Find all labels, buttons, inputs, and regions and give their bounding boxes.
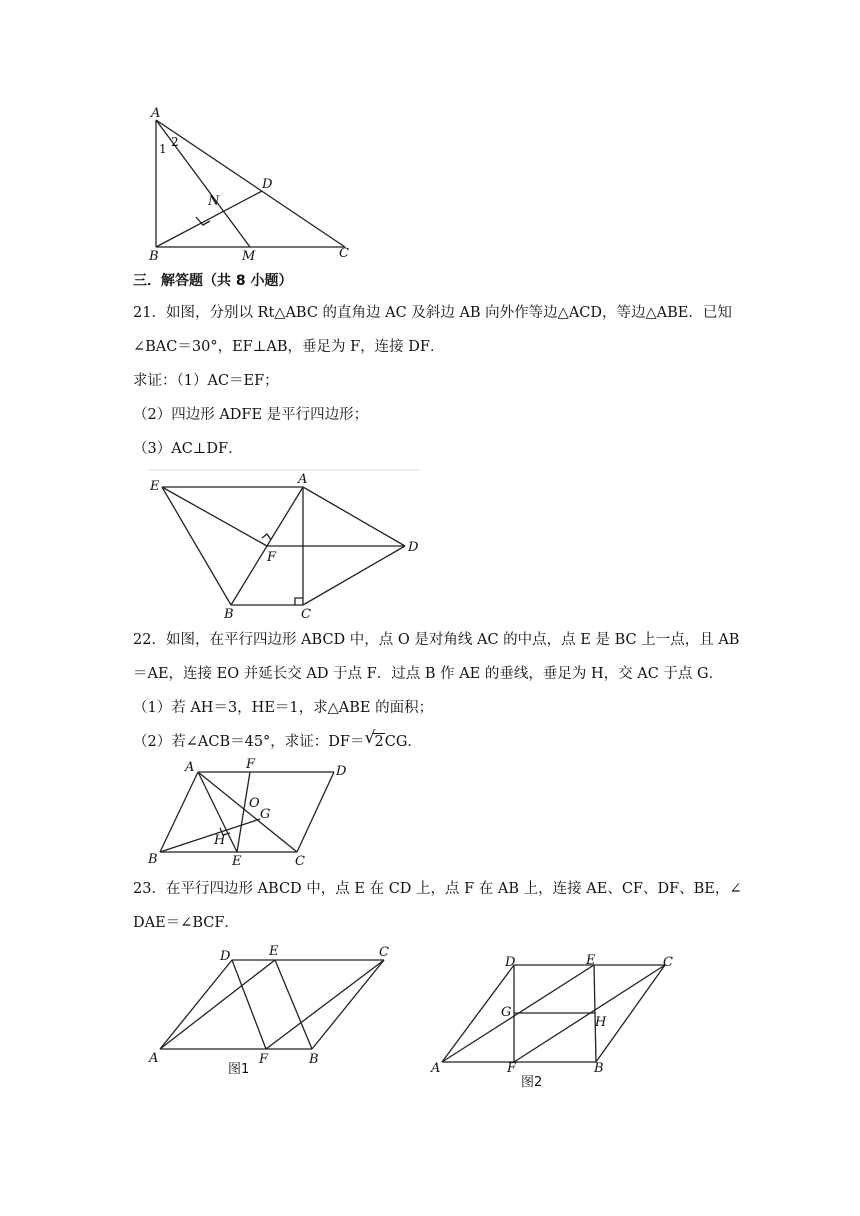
- label-B: B: [594, 1061, 604, 1076]
- right-angle-mark-F: [262, 534, 271, 540]
- label-F: F: [246, 757, 256, 772]
- label-D: D: [505, 955, 516, 970]
- q21-line1: 21．如图，分别以 Rt△ABC 的直角边 AC 及斜边 AB 向外作等边△ACD，等边△ABE．已知: [133, 305, 732, 321]
- figure-q21-svg: [140, 468, 440, 628]
- segment-DF: [232, 960, 266, 1049]
- q23-line2: DAE＝∠BCF．: [133, 915, 239, 931]
- segment-BG: [160, 819, 260, 852]
- label-E: E: [586, 953, 596, 968]
- label-E: E: [150, 479, 160, 494]
- figure-q20: [140, 100, 370, 265]
- sqrt-symbol: √ 2: [364, 728, 384, 750]
- label-F: F: [507, 1061, 517, 1076]
- segment-AB: [160, 772, 198, 852]
- q22-line4-post: CG．: [384, 734, 422, 750]
- segment-BC: [312, 960, 384, 1049]
- segment-BC: [596, 965, 665, 1062]
- q22-line4: [133, 728, 422, 752]
- segment-CD: [303, 546, 405, 605]
- figure-q23-1: [140, 940, 410, 1085]
- label-B: B: [149, 249, 159, 264]
- q21-line3: 求证：（1）AC＝EF；: [133, 373, 279, 389]
- label-D: D: [262, 177, 273, 192]
- label-C: C: [663, 955, 673, 970]
- label-D: D: [408, 540, 419, 555]
- label-A: A: [151, 106, 161, 121]
- q22-line1: 22．如图，在平行四边形 ABCD 中，点 O 是对角线 AC 的中点，点 E 是 BC 上一点，且 AB: [133, 632, 740, 648]
- label-B: B: [309, 1052, 319, 1067]
- q21-line2: ∠BAC＝30°，EF⊥AB，垂足为 F，连接 DF．: [133, 339, 445, 355]
- segment-DC: [297, 772, 334, 852]
- segment-EF: [162, 487, 267, 546]
- label-D: D: [220, 949, 231, 964]
- q22-line3: （1）若 AH＝3，HE＝1，求△ABE 的面积；: [133, 700, 434, 716]
- label-A: A: [149, 1051, 159, 1066]
- figure-q23-1-svg: [140, 940, 410, 1085]
- label-E: E: [269, 944, 279, 959]
- section-heading: 三．解答题（共 8 小题）: [133, 273, 293, 289]
- q21-line5: （3）AC⊥DF．: [133, 441, 243, 457]
- label-B: B: [224, 607, 234, 622]
- q21-line4: （2）四边形 ADFE 是平行四边形；: [133, 407, 369, 423]
- caption-fig1: 图1: [228, 1062, 250, 1077]
- segment-CF: [266, 960, 384, 1049]
- label-N: N: [208, 194, 220, 209]
- label-A: A: [298, 472, 308, 487]
- right-angle-mark-N: [196, 217, 210, 225]
- label-O: O: [249, 796, 260, 811]
- label-angle-2: 2: [171, 135, 179, 149]
- label-C: C: [301, 607, 311, 622]
- q23-line1: 23．在平行四边形 ABCD 中，点 E 在 CD 上，点 F 在 AB 上，连接 AE、CF、DF、BE，∠: [133, 881, 742, 897]
- segment-AC: [156, 120, 345, 247]
- q22-line2: ＝AE，连接 EO 并延长交 AD 于点 F．过点 B 作 AE 的垂线，垂足为 H，交 AC 于点 G．: [133, 666, 724, 682]
- label-A: A: [431, 1061, 441, 1076]
- segment-EB: [162, 487, 231, 605]
- figure-q22-svg: [140, 755, 370, 870]
- figure-q21: [140, 468, 440, 628]
- segment-BE: [275, 960, 312, 1049]
- label-H: H: [595, 1015, 607, 1030]
- label-H: H: [214, 833, 226, 848]
- label-B: B: [148, 852, 158, 867]
- label-G: G: [260, 807, 271, 822]
- q22-line4-pre: （2）若∠ACB＝45°，求证：DF＝: [133, 734, 365, 750]
- right-angle-mark-C: [295, 598, 303, 605]
- label-A: A: [185, 760, 195, 775]
- segment-AD: [160, 960, 232, 1049]
- label-C: C: [339, 246, 349, 261]
- figure-q23-2: [420, 945, 695, 1095]
- label-angle-1: 1: [159, 142, 167, 156]
- label-F: F: [267, 550, 277, 565]
- label-C: C: [295, 854, 305, 869]
- label-C: C: [379, 945, 389, 960]
- label-M: M: [242, 249, 256, 264]
- segment-AD: [303, 487, 405, 546]
- label-F: F: [259, 1052, 269, 1067]
- caption-fig2: 图2: [521, 1075, 543, 1090]
- figure-q20-svg: [140, 100, 370, 265]
- figure-q23-2-svg: [420, 945, 695, 1095]
- figure-q22: [140, 755, 370, 870]
- segment-AE: [160, 960, 275, 1049]
- sqrt-radicand: 2: [374, 734, 384, 750]
- label-G: G: [501, 1005, 512, 1020]
- label-D: D: [336, 764, 347, 779]
- label-E: E: [232, 854, 242, 869]
